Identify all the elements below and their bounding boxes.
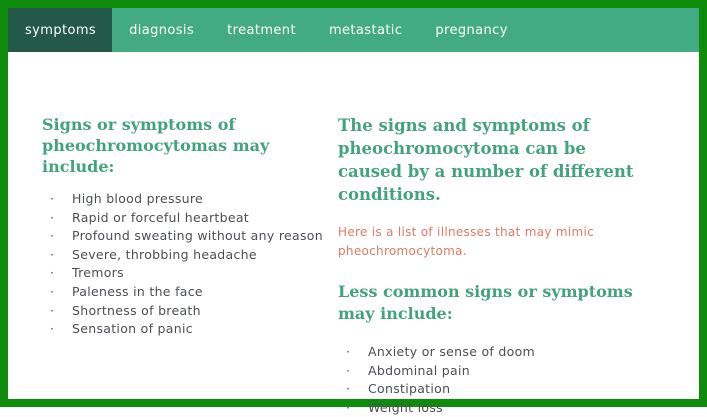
list-item [42,227,332,246]
list-item-text: Weight loss [368,399,443,415]
list-item [42,302,332,321]
bullet-icon: · [50,247,55,262]
list-item [338,362,638,381]
bullet-icon: · [50,210,55,225]
list-item-text: Tremors [72,265,124,281]
list-item [338,343,638,362]
list-item [338,380,638,399]
list-item-text: Sensation of panic [72,321,193,337]
list-item-text: Rapid or forceful heartbeat [72,209,249,225]
causes-heading: The signs and symptoms of pheochromocytoma can be caused by a number of different conditions. [338,116,634,204]
tab-treatment[interactable]: treatment [227,22,296,38]
less-common-list [338,343,638,417]
bullet-icon: · [50,322,55,337]
symptoms-heading: Signs or symptoms of pheochromocytomas may include: [42,115,270,176]
bullet-icon: · [346,382,351,397]
tab-content-symptoms [8,52,699,415]
less-common-heading: Less common signs or symptoms may include: [338,282,633,323]
bullet-icon: · [346,345,351,359]
tab-metastatic[interactable]: metastatic [328,22,403,38]
mimic-note: Here is a list of illnesses that may mimic pheochromocytoma. [338,225,594,258]
list-item [338,399,638,417]
bullet-icon: · [50,192,55,206]
bullet-icon: · [50,229,55,244]
list-item-text: Anxiety or sense of doom [368,344,535,359]
tab-diagnosis[interactable]: diagnosis [129,22,195,38]
list-item-text: Constipation [368,381,451,397]
bullet-icon: · [50,266,55,281]
symptoms-list [42,190,332,339]
list-item [42,209,332,228]
tab-pregnancy[interactable]: pregnancy [435,22,508,38]
left-column [42,114,332,339]
bullet-icon: · [50,284,55,299]
bullet-icon: · [50,303,55,318]
bullet-icon: · [346,363,351,378]
list-item-text: Abdominal pain [368,362,470,378]
list-item [42,320,332,339]
list-item-text: High blood pressure [72,191,204,206]
list-item [42,246,332,265]
list-item-text: Shortness of breath [72,302,201,318]
list-item-text: Paleness in the face [72,283,203,299]
list-item [42,264,332,283]
list-item [42,283,332,302]
right-column [338,114,638,417]
tab-symptoms[interactable]: symptoms [8,8,112,52]
bullet-icon: · [346,400,351,415]
tab-bar [8,8,699,52]
list-item [42,190,332,209]
list-item-text: Severe, throbbing headache [72,246,257,262]
list-item-text: Profound sweating without any reason [72,228,323,244]
